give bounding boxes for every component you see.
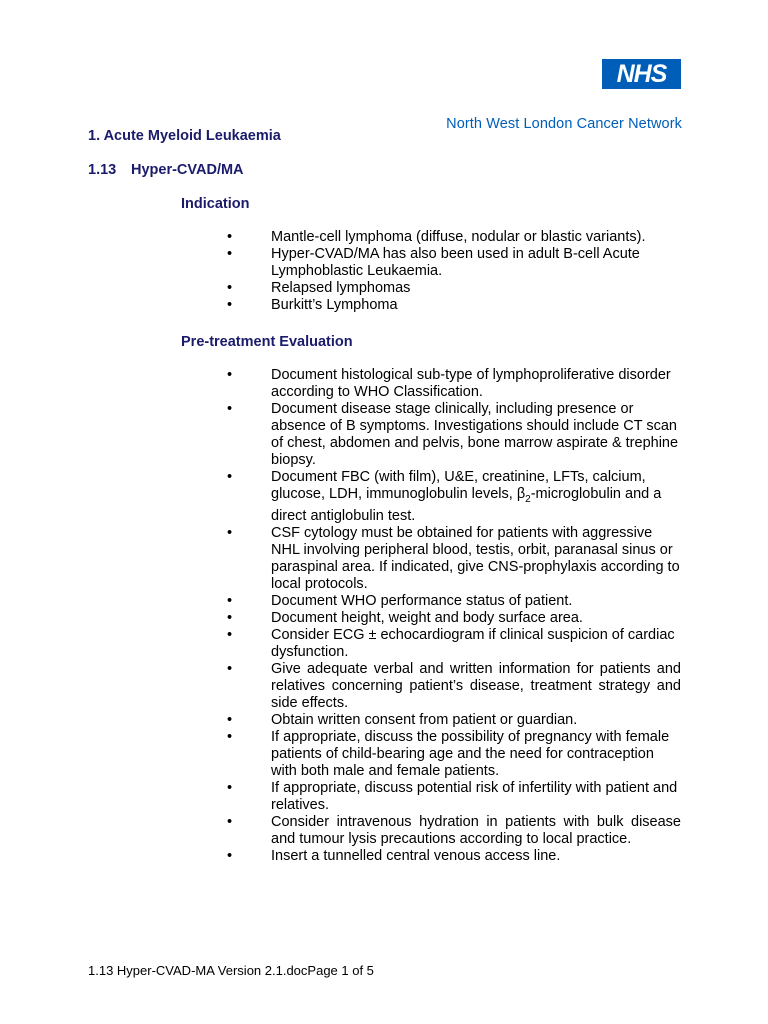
list-item: • Consider ECG ± echocardiogram if clinical suspicion of cardiac dysfunction. [227, 626, 675, 660]
bullet-icon: • [227, 609, 233, 626]
list-item: • Mantle-cell lymphoma (diffuse, nodular or blastic variants). [227, 229, 646, 245]
bullet-icon: • [227, 297, 233, 313]
indication-heading: Indication [181, 196, 250, 212]
indication-list [0, 229, 681, 314]
nhs-logo-text: NHS [616, 59, 667, 88]
list-item: • CSF cytology must be obtained for patients with aggressive NHL involving peripheral blood, testis, orbit, paranasal sinus or paraspinal area. If indicated, give CNS-prophylaxis according to local protocols. [227, 524, 680, 592]
list-item: • Insert a tunnelled central venous access line. [227, 847, 561, 864]
network-name: North West London Cancer Network [446, 116, 682, 132]
bullet-icon: • [227, 229, 233, 245]
list-item: • Document FBC (with film), U&E, creatinine, LFTs, calcium, glucose, LDH, immunoglobulin levels, $\beta_2$-microglobulin and a direct antiglobulin test. [227, 469, 662, 524]
bullet-icon: • [227, 469, 233, 485]
bullet-icon: • [227, 813, 233, 830]
bullet-icon: • [227, 626, 233, 643]
bullet-icon: • [227, 367, 233, 383]
pretreatment-list [0, 367, 681, 865]
list-item: • Document histological sub-type of lymphoproliferative disorder according to WHO Classification. [227, 367, 671, 400]
subsection-number: 1.13 [88, 162, 117, 178]
page-footer: 1.13 Hyper-CVAD-MA Version 2.1.docPage 1 of 5 [88, 963, 374, 978]
pretreatment-heading: Pre-treatment Evaluation [181, 334, 353, 350]
bullet-icon: • [227, 711, 233, 728]
bullet-icon: • [227, 779, 233, 796]
bullet-icon: • [227, 728, 233, 745]
list-item: • Document height, weight and body surface area. [227, 609, 583, 626]
list-item: • Hyper-CVAD/MA has also been used in adult B-cell Acute Lymphoblastic Leukaemia. [227, 246, 640, 279]
subsection-heading [88, 162, 244, 178]
list-item: • If appropriate, discuss potential risk of infertility with patient and relatives. [227, 779, 678, 813]
list-item: • Give adequate verbal and written information for patients and relatives concerning patient’s disease, treatment strategy and side effects. [227, 660, 681, 711]
nhs-logo [602, 59, 681, 89]
subsection-title: Hyper-CVAD/MA [131, 162, 244, 178]
bullet-icon: • [227, 401, 233, 417]
list-item: • If appropriate, discuss the possibility of pregnancy with female patients of child-bearing age and the need for contraception with both male and female patients. [227, 728, 670, 779]
bullet-icon: • [227, 592, 233, 609]
list-item: • Relapsed lymphomas [227, 280, 411, 296]
bullet-icon: • [227, 524, 233, 541]
list-item: • Document WHO performance status of patient. [227, 592, 573, 609]
list-item: • Consider intravenous hydration in patients with bulk disease and tumour lysis precautions according to local practice. [227, 813, 681, 847]
list-item: • Obtain written consent from patient or guardian. [227, 711, 578, 728]
section-heading: 1. Acute Myeloid Leukaemia [88, 128, 281, 144]
bullet-icon: • [227, 246, 233, 262]
bullet-icon: • [227, 847, 233, 864]
bullet-icon: • [227, 280, 233, 296]
list-item: • Document disease stage clinically, including presence or absence of B symptoms. Investigations should include CT scan of chest, abdomen and pelvis, bone marrow aspirate & trephine biopsy. [227, 401, 679, 468]
list-item: • Burkitt’s Lymphoma [227, 297, 398, 313]
bullet-icon: • [227, 660, 233, 677]
